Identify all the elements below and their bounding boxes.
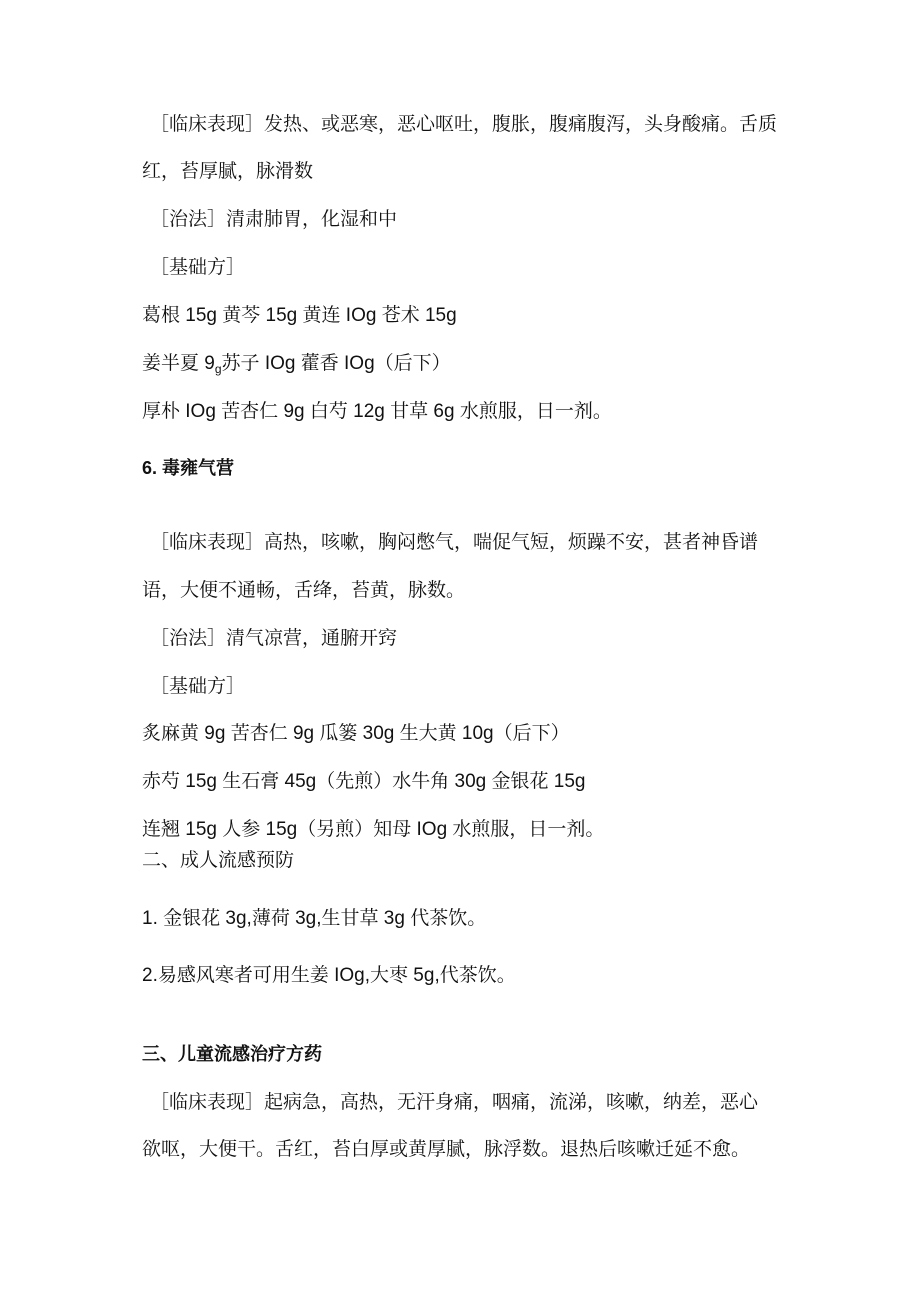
list-item: 1. 金银花 3g,薄荷 3g,生甘草 3g 代茶饮。 <box>142 908 487 929</box>
formula-text: 苏子 IOg 藿香 IOg（后下） <box>221 353 451 374</box>
clinical-presentation-line: 红，苔厚腻，脉滑数 <box>142 160 314 182</box>
formula-line: 炙麻黄 9g 苦杏仁 9g 瓜篓 30g 生大黄 10g（后下） <box>142 723 570 744</box>
clinical-presentation-line: 欲呕，大便干。舌红，苔白厚或黄厚腻，脉浮数。退热后咳嗽迁延不愈。 <box>142 1138 751 1160</box>
formula-text: 姜半夏 9 <box>142 353 215 374</box>
clinical-presentation-line: ［临床表现］起病急，高热，无汗身痛，咽痛，流涕，咳嗽，纳差，恶心 <box>150 1091 759 1113</box>
section-heading: 二、成人流感预防 <box>142 849 295 871</box>
list-item: 2.易感风寒者可用生姜 IOg,大枣 5g,代茶饮。 <box>142 965 516 986</box>
formula-line: 厚朴 IOg 苦杏仁 9g 白芍 12g 甘草 6g 水煎服，日一剂。 <box>142 401 612 422</box>
section-heading: 三、儿童流感治疗方药 <box>142 1044 322 1064</box>
formula-label: ［基础方］ <box>150 675 246 697</box>
treatment-method: ［治法］清气凉营，通腑开窍 <box>150 627 398 649</box>
clinical-presentation-line: 语，大便不通畅，舌绛，苔黄，脉数。 <box>142 579 466 601</box>
formula-line: 赤芍 15g 生石膏 45g（先煎）水牛角 30g 金银花 15g <box>142 771 586 792</box>
clinical-presentation-line: ［临床表现］发热、或恶寒，恶心呕吐，腹胀，腹痛腹泻，头身酸痛。舌质 <box>150 113 778 135</box>
formula-line <box>142 352 451 381</box>
formula-label: ［基础方］ <box>150 256 246 278</box>
formula-line: 葛根 15g 黄芩 15g 黄连 IOg 苍术 15g <box>142 305 457 326</box>
formula-line: 连翘 15g 人参 15g（另煎）知母 IOg 水煎服，日一剂。 <box>142 819 605 840</box>
clinical-presentation-line: ［临床表现］高热，咳嗽，胸闷憋气，喘促气短，烦躁不安，甚者神昏谱 <box>150 531 759 553</box>
treatment-method: ［治法］清肃肺胃，化湿和中 <box>150 208 398 230</box>
formula-subscript: g <box>214 362 222 376</box>
section-heading: 6. 毒雍气营 <box>142 458 235 478</box>
